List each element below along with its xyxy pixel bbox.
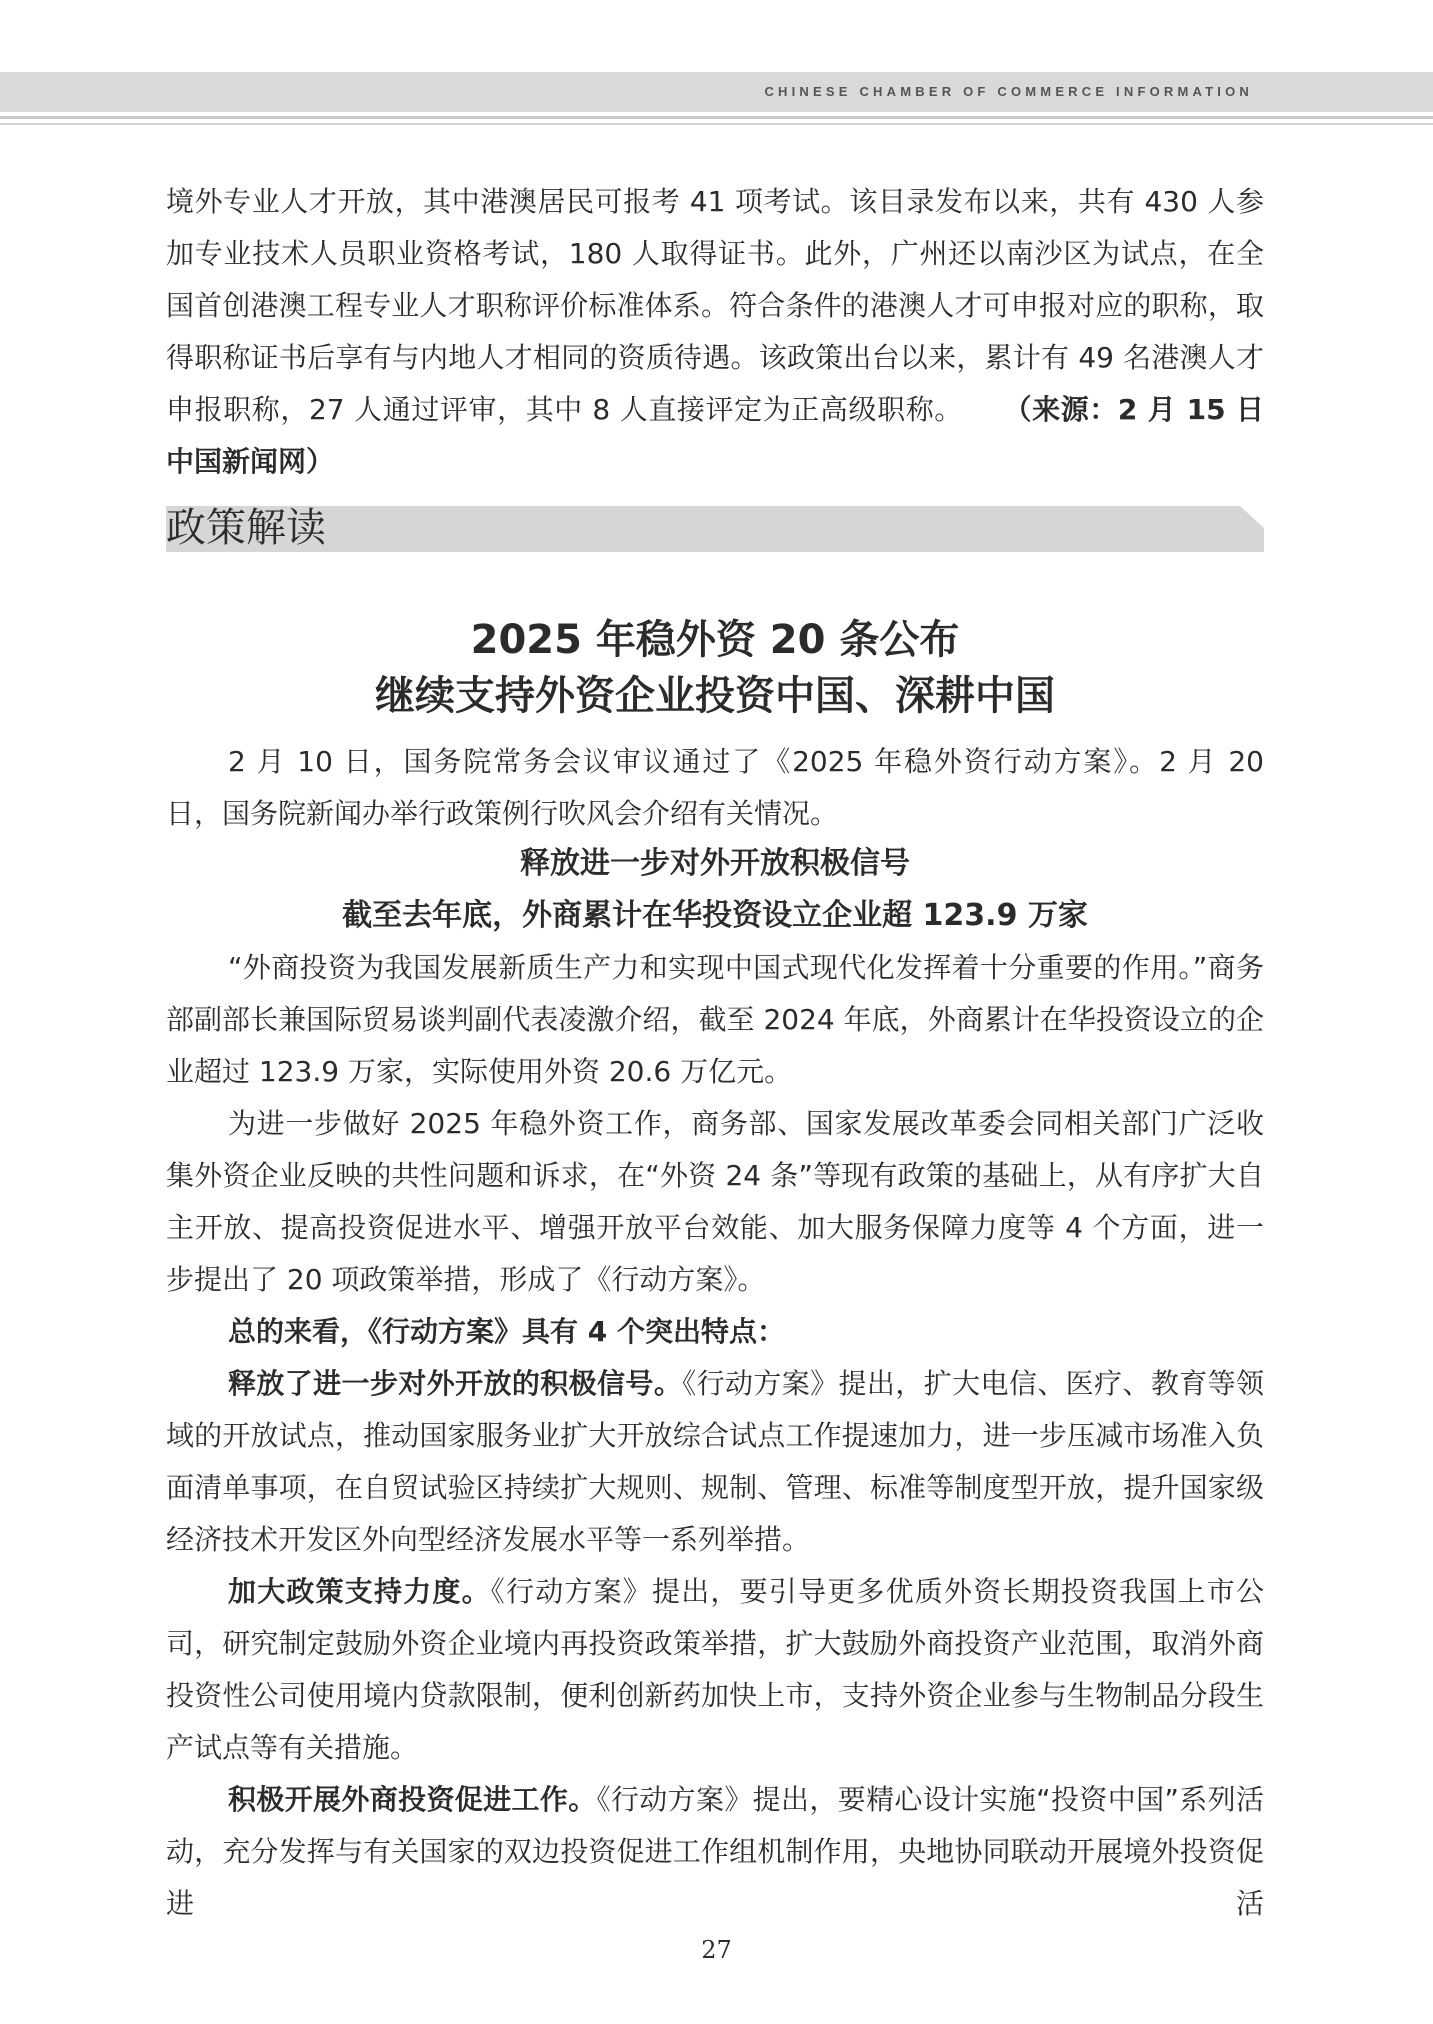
paragraph-1: 2 月 10 日，国务院常务会议审议通过了《2025 年稳外资行动方案》。2 月 20 日，国务院新闻办举行政策例行吹风会介绍有关情况。 [166, 745, 1264, 830]
subheading-2: 截至去年底，外商累计在华投资设立企业超 123.9 万家 [342, 898, 1088, 933]
article-title-line1: 2025 年稳外资 20 条公布 [470, 617, 960, 663]
paragraph-2: “外商投资为我国发展新质生产力和实现中国式现代化发挥着十分重要的作用。”商务部副部长兼国际贸易谈判副代表凌激介绍，截至 2024 年底，外商累计在华投资设立的企业超过 123.9 万家，实际使用外资 20.6 万亿元。 [166, 951, 1264, 1088]
article-title-line2: 继续支持外资企业投资中国、深耕中国 [375, 673, 1055, 719]
paragraph-5-lead: 释放了进一步对外开放的积极信号。 [228, 1367, 683, 1400]
paragraph-3: 为进一步做好 2025 年稳外资工作，商务部、国家发展改革委会同相关部门广泛收集外资企业反映的共性问题和诉求，在“外资 24 条”等现有政策的基础上，从有序扩大自主开放、提高投资促进水平、增强开放平台效能、加大服务保障力度等 4 个方面，进一步提出了 20 项政策举措，形成了《行动方案》。 [166, 1107, 1264, 1296]
subheading-1: 释放进一步对外开放积极信号 [520, 846, 910, 881]
paragraph-6-text: 《行动方案》提出，要引导更多优质外资长期投资我国上市公司，研究制定鼓励外资企业境内再投资政策举措，扩大鼓励外商投资产业范围，取消外商投资性公司使用境内贷款限制，便利创新药加快上市，支持外资企业参与生物制品分段生产试点等有关措施。 [166, 1575, 1264, 1764]
paragraph-5-text: 《行动方案》提出，扩大电信、医疗、教育等领域的开放试点，推动国家服务业扩大开放综合试点工作提速加力，进一步压减市场准入负面清单事项，在自贸试验区持续扩大规则、规制、管理、标准等制度型开放，提升国家级经济技术开发区外向型经济发展水平等一系列举措。 [166, 1367, 1264, 1556]
intro-paragraph [166, 176, 1264, 488]
header-rule [0, 116, 1433, 119]
page-number: 27 [701, 1936, 732, 1964]
source-note: （来源：2 月 15 日中国新闻网） [166, 393, 1264, 478]
section-title: 政策解读 [166, 505, 326, 551]
header-rule-secondary [0, 123, 1433, 125]
paragraph-6 [166, 1566, 1264, 1774]
paragraph-7-lead: 积极开展外商投资促进工作。 [228, 1783, 597, 1816]
paragraph-7-text: 《行动方案》提出，要精心设计实施“投资中国”系列活动，充分发挥与有关国家的双边投资促进工作组机制作用，央地协同联动开展境外投资促进活 [166, 1783, 1264, 1920]
running-title: CHINESE CHAMBER OF COMMERCE INFORMATION [764, 84, 1253, 99]
paragraph-7 [166, 1774, 1264, 1930]
paragraph-5 [166, 1358, 1264, 1566]
paragraph-4: 总的来看，《行动方案》具有 4 个突出特点： [228, 1315, 785, 1348]
section-bar [166, 506, 1264, 552]
intro-text: 境外专业人才开放，其中港澳居民可报考 41 项考试。该目录发布以来，共有 430 人参加专业技术人员职业资格考试，180 人取得证书。此外，广州还以南沙区为试点，在全国首创港澳工程专业人才职称评价标准体系。符合条件的港澳人才可申报对应的职称，取得职称证书后享有与内地人才相同的资质待遇。该政策出台以来，累计有 49 名港澳人才申报职称，27 人通过评审，其中 8 人直接评定为正高级职称。 [166, 185, 1264, 426]
paragraph-6-lead: 加大政策支持力度。 [228, 1575, 491, 1608]
